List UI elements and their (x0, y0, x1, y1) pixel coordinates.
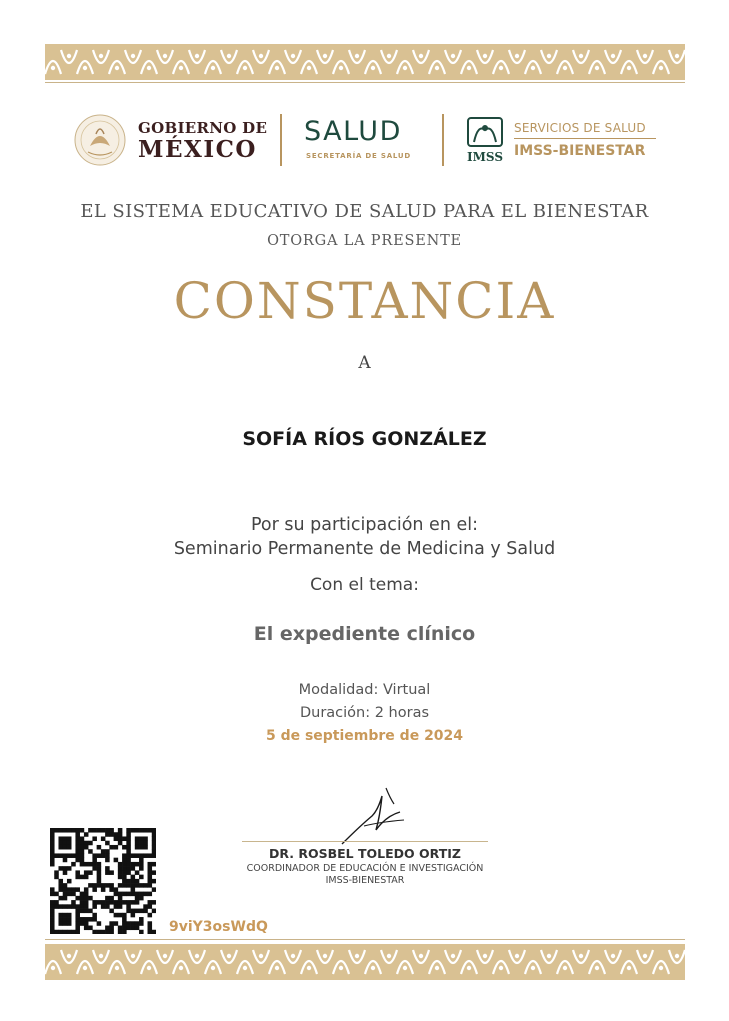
logo-divider (280, 114, 282, 166)
imss-logo-icon (466, 116, 504, 164)
salud-subtitle: SECRETARÍA DE SALUD (306, 152, 412, 160)
bottom-band-rule (45, 939, 685, 940)
logo-row (68, 108, 668, 172)
imss-rule (514, 138, 656, 139)
imss-line1: SERVICIOS DE SALUD (514, 121, 646, 135)
imss-logo-text: IMSS (467, 150, 503, 164)
grants-text: OTORGA LA PRESENTE (267, 233, 462, 249)
signature-scribble-icon (320, 786, 420, 846)
imss-line2: IMSS-BIENESTAR (514, 143, 646, 159)
topic-title: El expediente clínico (253, 623, 476, 645)
system-title: EL SISTEMA EDUCATIVO DE SALUD PARA EL BIENESTAR (80, 201, 649, 222)
certificate-title: CONSTANCIA (173, 272, 556, 330)
mexico-seal-icon (74, 112, 126, 168)
event-date: 5 de septiembre de 2024 (265, 728, 464, 744)
to-label: A (358, 353, 371, 373)
qr-code (50, 828, 156, 934)
salud-title: SALUD (304, 116, 402, 147)
signature-line (242, 841, 488, 842)
signer-name: DR. ROSBEL TOLEDO ORTIZ (269, 846, 461, 861)
verification-code: 9viY3osWdQ (169, 919, 268, 935)
logo-divider (442, 114, 444, 166)
gobierno-line2: MÉXICO (138, 136, 257, 163)
modality: Modalidad: Virtual (298, 682, 431, 698)
top-decorative-band (45, 44, 685, 80)
participation-label: Por su participación en el: (250, 515, 479, 535)
top-band-rule (45, 82, 685, 83)
duration: Duración: 2 horas (299, 705, 430, 721)
topic-label: Con el tema: (310, 575, 419, 595)
event-name: Seminario Permanente de Medicina y Salud (173, 539, 556, 559)
gobierno-line1: GOBIERNO DE (138, 119, 268, 137)
bottom-decorative-band (45, 944, 685, 980)
signer-role-line1: COORDINADOR DE EDUCACIÓN E INVESTIGACIÓN (246, 863, 484, 874)
signer-role-line2: IMSS-BIENESTAR (325, 875, 405, 886)
recipient-name: SOFÍA RÍOS GONZÁLEZ (242, 428, 487, 450)
